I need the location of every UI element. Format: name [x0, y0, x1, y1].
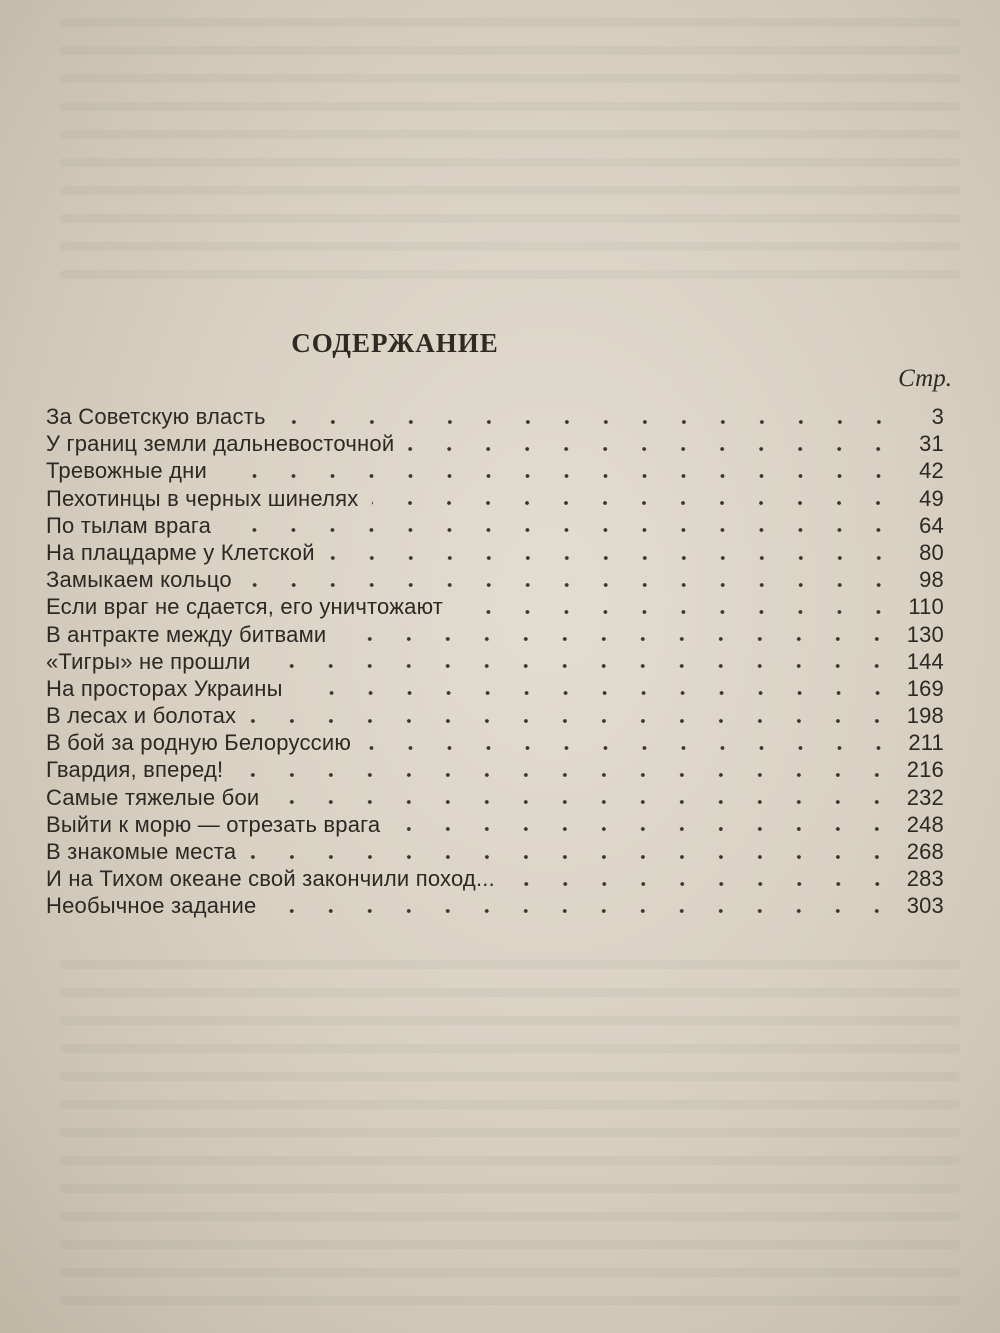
dot-leader: [365, 746, 898, 750]
toc-entry-title: Выйти к морю — отрезать врага: [46, 811, 381, 837]
dot-leader: [329, 556, 898, 560]
dot-leader: [394, 827, 896, 831]
toc-entry: [46, 539, 944, 566]
dot-leader: [250, 719, 896, 723]
dot-leader: [280, 420, 898, 424]
toc-entry-title: По тылам врага: [46, 512, 212, 538]
toc-entry-title: Если враг не сдается, его уничтожают: [46, 594, 444, 620]
bleed-through-line: [60, 158, 960, 167]
bleed-through-line: [60, 1100, 960, 1109]
toc-entry-title: У границ земли дальневосточной: [46, 431, 395, 457]
bleed-through-line: [60, 214, 960, 223]
toc-entry: [46, 784, 944, 811]
toc-entry-page: 248: [906, 811, 944, 837]
toc-entry: [46, 621, 944, 648]
bleed-through-line: [60, 1184, 960, 1193]
toc-entry-title: За Советскую власть: [46, 404, 266, 429]
toc-entry: [46, 702, 944, 729]
toc-entry: [46, 512, 944, 539]
toc-entry-page: 80: [919, 539, 944, 565]
bleed-through-line: [60, 242, 960, 251]
toc-entry-title: На просторах Украины: [46, 675, 283, 701]
dot-leader: [408, 447, 898, 451]
toc-entry-page: 268: [906, 839, 944, 864]
bleed-through-line: [60, 1072, 960, 1081]
toc-entry-title: «Тигры» не прошли: [46, 648, 251, 674]
bleed-through-line: [60, 74, 960, 83]
toc-entry: [46, 430, 944, 457]
dot-leader: [297, 691, 897, 695]
toc-entry: [46, 403, 944, 430]
toc-entry-page: 198: [906, 703, 944, 729]
toc-entry-page: 110: [908, 594, 944, 620]
toc-entry-page: 3: [931, 404, 944, 429]
toc-entry: [46, 593, 944, 620]
page-title: СОДЕРЖАНИЕ: [291, 328, 499, 359]
bleed-through-line: [60, 18, 960, 27]
bleed-through-line: [60, 1296, 960, 1305]
toc-entry: [46, 675, 944, 702]
toc-entry-title: Пехотинцы в черных шинелях: [46, 485, 359, 511]
dot-leader: [221, 474, 898, 478]
toc-entry: [46, 865, 944, 892]
bleed-through-line: [60, 130, 960, 139]
toc-entry-title: В знакомые места: [46, 839, 237, 864]
dot-leader: [237, 773, 896, 777]
table-of-contents: [46, 403, 944, 920]
toc-entry-page: 216: [906, 757, 944, 783]
bleed-through-line: [60, 102, 960, 111]
dot-leader: [225, 528, 898, 532]
toc-entry-page: 232: [906, 784, 944, 810]
toc-entry: [46, 648, 944, 675]
toc-entry-title: И на Тихом океане свой закончили поход...: [46, 866, 495, 892]
toc-entry-title: Гвардия, вперед!: [46, 757, 224, 783]
toc-entry: [46, 892, 944, 919]
toc-entry: [46, 457, 944, 484]
page-number-column-label: Стр.: [898, 365, 952, 392]
toc-entry-page: 64: [919, 512, 944, 538]
toc-entry-title: В бой за родную Белоруссию: [46, 730, 352, 756]
bleed-through-line: [60, 1128, 960, 1137]
toc-entry-page: 31: [919, 431, 944, 457]
dot-leader: [457, 610, 898, 614]
dot-leader: [250, 855, 896, 859]
dot-leader: [372, 501, 898, 505]
toc-entry-page: 42: [919, 458, 944, 484]
toc-entry: [46, 729, 944, 756]
bleed-through-line: [60, 1156, 960, 1165]
dot-leader: [509, 882, 897, 886]
dot-leader: [270, 909, 896, 913]
toc-entry-title: В антракте между битвами: [46, 621, 327, 647]
bleed-through-line: [60, 186, 960, 195]
dot-leader: [340, 637, 896, 641]
toc-entry-page: 303: [906, 893, 944, 919]
toc-entry-page: 283: [906, 866, 944, 892]
bleed-through-line: [60, 1044, 960, 1053]
toc-entry-title: Необычное задание: [46, 893, 257, 919]
toc-entry-title: На плацдарме у Клетской: [46, 539, 315, 565]
bleed-through-line: [60, 1268, 960, 1277]
dot-leader: [246, 583, 898, 587]
toc-entry: [46, 838, 944, 865]
toc-entry-page: 49: [919, 485, 944, 511]
toc-entry: [46, 756, 944, 783]
toc-entry: [46, 485, 944, 512]
bleed-through-line: [60, 960, 960, 969]
bleed-through-line: [60, 1016, 960, 1025]
toc-entry-page: 169: [906, 675, 944, 701]
toc-entry-page: 130: [906, 621, 944, 647]
bleed-through-line: [60, 1240, 960, 1249]
bleed-through-line: [60, 270, 960, 279]
toc-entry-page: 144: [906, 648, 944, 674]
toc-entry: [46, 811, 944, 838]
dot-leader: [273, 800, 896, 804]
toc-entry: [46, 566, 944, 593]
bleed-through-line: [60, 1212, 960, 1221]
toc-entry-title: Самые тяжелые бои: [46, 784, 260, 810]
toc-entry-page: 211: [908, 730, 944, 756]
toc-entry-title: Замыкаем кольцо: [46, 567, 232, 593]
bleed-through-line: [60, 988, 960, 997]
toc-entry-title: В лесах и болотах: [46, 703, 237, 729]
toc-entry-title: Тревожные дни: [46, 458, 208, 484]
toc-entry-page: 98: [919, 567, 944, 593]
bleed-through-line: [60, 46, 960, 55]
dot-leader: [264, 664, 896, 668]
